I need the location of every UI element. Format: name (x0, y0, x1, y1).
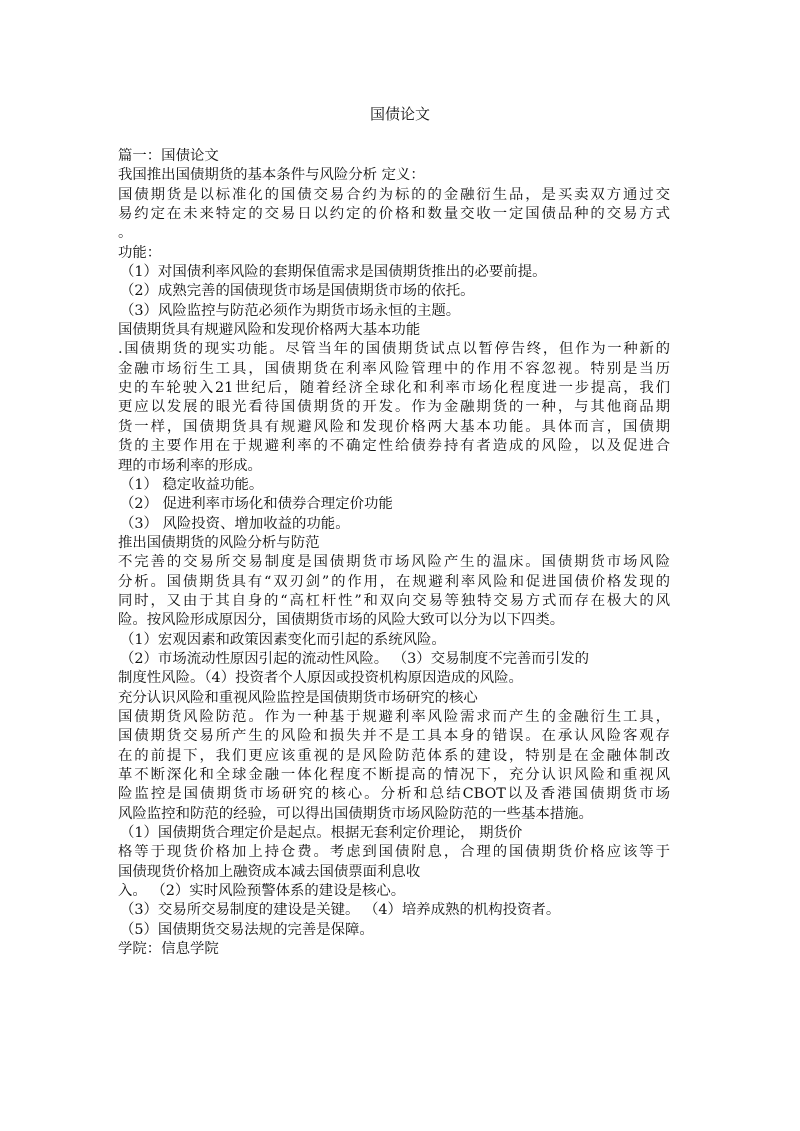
paragraph-line: 金融市场衍生工具，国债期货在利率风险管理中的作用不容忽视。特别是当历 (118, 360, 670, 377)
paragraph-line: 分析。国债期货具有“双刃剑”的作用，在规避利率风险和促进国债价格发现的 (118, 573, 670, 590)
paragraph-line: 不完善的交易所交易制度是国债期货市场风险产生的温床。国债期货市场风险 (118, 554, 670, 571)
paragraph-line: 国债期货交易所产生的风险和损失并不是工具本身的错误。在承认风险客观存 (118, 728, 670, 745)
list-item: （3）交易所交易制度的建设是关键。 （4）培养成熟的机构投资者。 (120, 902, 561, 919)
paragraph-line: 国债期货是以标准化的国债交易合约为标的的金融衍生品，是买卖双方通过交 (118, 186, 670, 203)
list-item: （1）国债期货合理定价是起点。根据无套利定价理论， 期货价 (120, 825, 523, 842)
paragraph-line: 格等于现货价格加上持仓费。考虑到国债附息，合理的国债期货价格应该等于 (118, 844, 670, 861)
section-heading: 推出国债期货的风险分析与防范 (118, 534, 320, 551)
college-line: 学院：信息学院 (118, 941, 219, 958)
paragraph-line: 在的前提下，我们更应该重视的是风险防范体系的建设，特别是在金融体制改 (118, 747, 670, 764)
list-item: （5）国债期货交易法规的完善是保障。 (120, 921, 374, 938)
paragraph-line: .国债期货的现实功能。尽管当年的国债期货试点以暂停告终，但作为一种新的 (118, 341, 670, 358)
paragraph-line: 风险监控和防范的经验，可以得出国债期货市场风险防范的一些基本措施。 (118, 805, 593, 822)
paragraph-line: 险。按风险形成原因分，国债期货市场的风险大致可以分为以下四类。 (118, 612, 565, 629)
list-item: （1）宏观因素和政策因素变化而引起的系统风险。 (120, 631, 446, 648)
paragraph-line: 易约定在未来特定的交易日以约定的价格和数量交收一定国债品种的交易方式 (118, 206, 670, 223)
section-heading: 国债期货具有规避风险和发现价格两大基本功能 (118, 322, 421, 339)
list-item: （3） 风险投资、增加收益的功能。 (120, 515, 350, 532)
section-heading: 功能： (118, 244, 162, 261)
paragraph-line: 。 (118, 225, 133, 242)
list-item: （1） 稳定收益功能。 (120, 476, 264, 493)
document-body (118, 147, 678, 959)
paragraph-line: 同时，又由于其自身的“高杠杆性”和双向交易等独特交易方式而存在极大的风 (118, 592, 670, 609)
paragraph-line: 国债期货风险防范。作为一种基于规避利率风险需求而产生的金融衍生工具， (118, 708, 670, 725)
paragraph-line: 理的市场利率的形成。 (118, 457, 262, 474)
section-heading: 充分认识风险和重视风险监控是国债期货市场研究的核心 (118, 689, 478, 706)
section-subheading: 我国推出国债期货的基本条件与风险分析 定义： (118, 167, 425, 184)
list-item: （3）风险监控与防范必须作为期货市场永恒的主题。 (120, 302, 461, 319)
paragraph-line: 货的主要作用在于规避利率的不确定性给债券持有者造成的风险，以及促进合 (118, 438, 670, 455)
list-item: （2）市场流动性原因引起的流动性风险。 （3）交易制度不完善而引发的 (120, 650, 589, 667)
paragraph-line: 货一样，国债期货具有规避风险和发现价格两大基本功能。具体而言，国债期 (118, 418, 670, 435)
page-title: 国债论文 (369, 105, 430, 123)
paragraph-line: 更应以发展的眼光看待国债期货的开发。作为金融期货的一种，与其他商品期 (118, 399, 670, 416)
list-item: （2）成熟完善的国债现货市场是国债期货市场的依托。 (120, 283, 475, 300)
paragraph-line: 险监控是国债期货市场研究的核心。分析和总结CBOT以及香港国债期货市场 (118, 786, 670, 803)
list-item: （2） 促进利率市场化和债券合理定价功能 (120, 496, 393, 513)
list-item: 制度性风险。（4）投资者个人原因或投资机构原因造成的风险。 (118, 670, 523, 687)
list-item: 入。 （2）实时风险预警体系的建设是核心。 (118, 883, 406, 900)
paragraph-line: 史的车轮驶入21世纪后，随着经济全球化和利率市场化程度进一步提高，我们 (118, 380, 670, 397)
list-item: （1）对国债利率风险的套期保值需求是国债期货推出的必要前提。 (120, 264, 547, 281)
section-heading: 篇一：国债论文 (118, 148, 219, 164)
paragraph-line: 国债现货价格加上融资成本减去国债票面利息收 (118, 863, 421, 880)
paragraph-line: 革不断深化和全球金融一体化程度不断提高的情况下，充分认识风险和重视风 (118, 767, 670, 783)
